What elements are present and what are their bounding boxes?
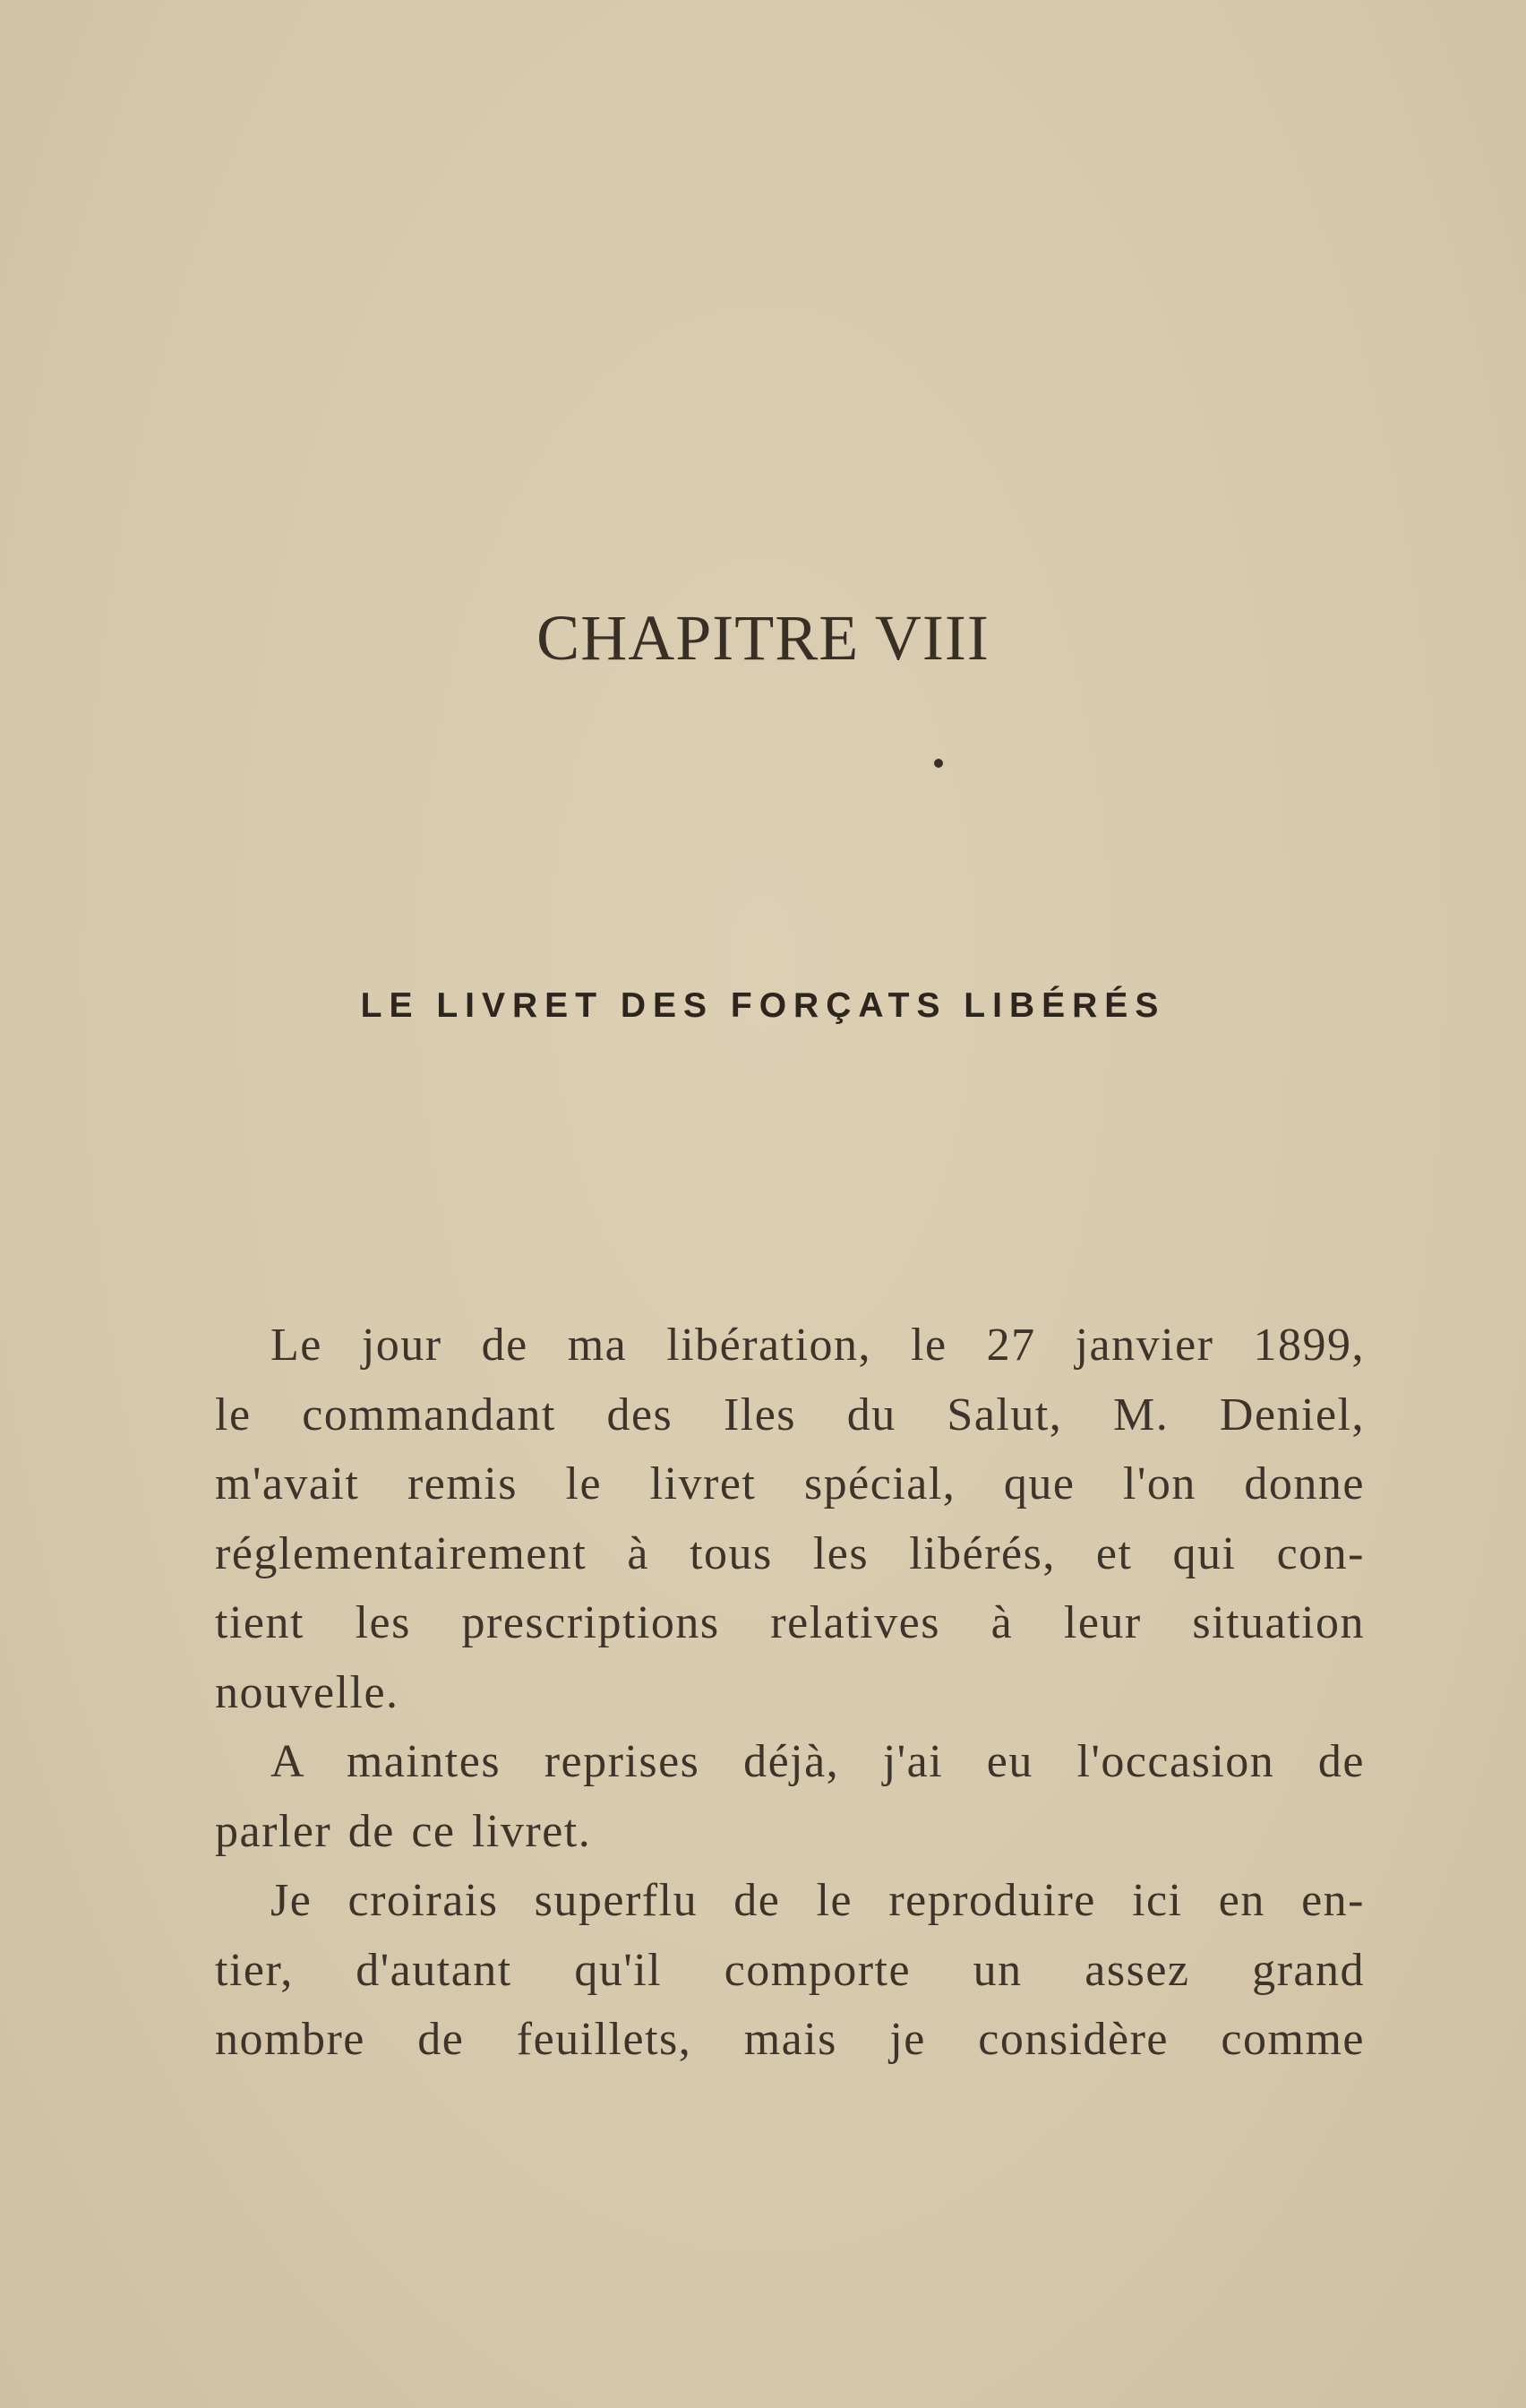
section-heading: LE LIVRET DES FORÇATS LIBÉRÉS — [360, 986, 1166, 1025]
text-line: A maintes reprises déjà, j'ai eu l'occasion de — [270, 1736, 1365, 1787]
body-text — [215, 1311, 1365, 2075]
text-line: nombre de feuillets, mais je considère comme — [215, 2014, 1365, 2065]
paragraph — [215, 1311, 1365, 1727]
text-line: nouvelle. — [215, 1666, 399, 1718]
text-line: m'avait remis le livret spécial, que l'on donne — [215, 1458, 1365, 1509]
paragraph — [215, 1727, 1365, 1866]
text-line: le commandant des Iles du Salut, M. Deniel, — [215, 1389, 1365, 1440]
text-line: réglementairement à tous les libérés, et qui con- — [215, 1527, 1365, 1579]
chapter-title: CHAPITRE VIII — [536, 602, 990, 674]
paragraph — [215, 1866, 1365, 2075]
text-line: tient les prescriptions relatives à leur situation — [215, 1597, 1365, 1648]
text-line: parler de ce livret. — [215, 1805, 592, 1857]
text-line: Je croirais superflu de le reproduire ici en en- — [270, 1875, 1365, 1926]
ornament-dot — [934, 759, 943, 768]
text-line: Le jour de ma libération, le 27 janvier 1899, — [270, 1320, 1365, 1371]
text-line: tier, d'autant qu'il comporte un assez grand — [215, 1944, 1365, 1996]
